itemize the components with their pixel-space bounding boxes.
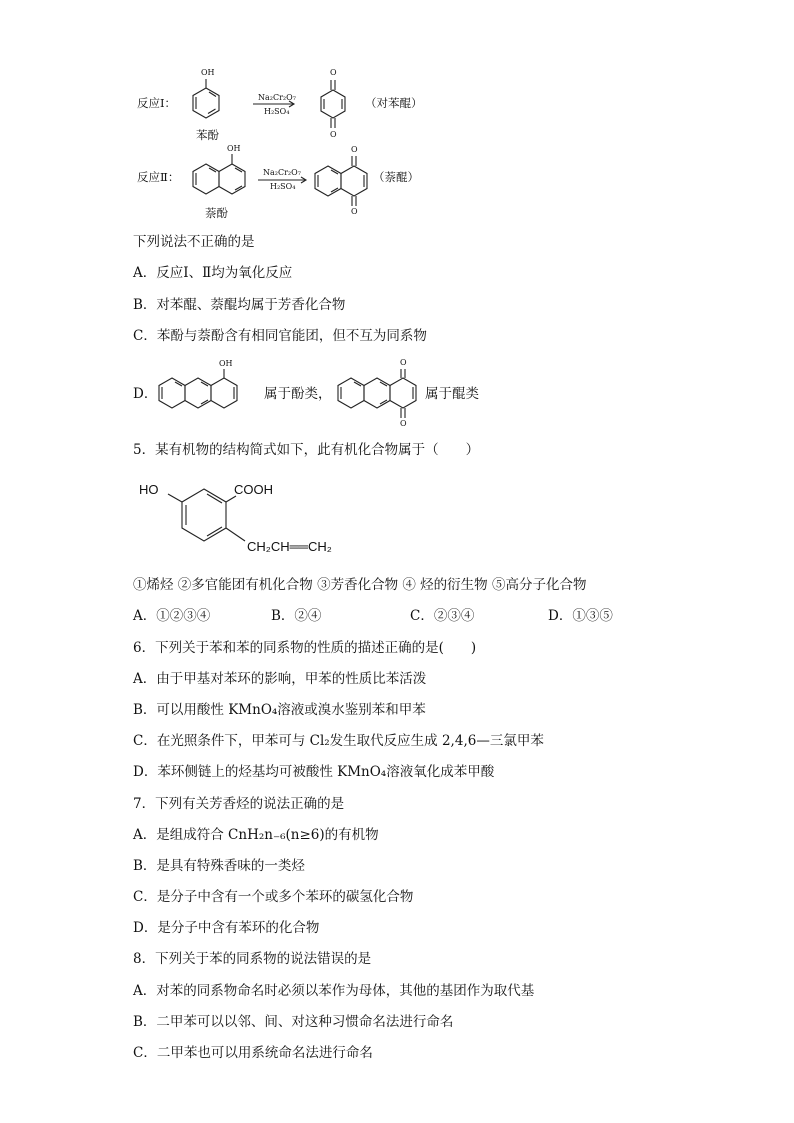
- q4-option-d-prefix: D．: [133, 386, 158, 402]
- q5-option-d: D．①③⑤: [548, 608, 613, 624]
- quinone-o-top: O: [330, 68, 337, 77]
- benzoquinone-name: （对苯醌）: [365, 96, 423, 110]
- naphthol-oh-label: OH: [227, 144, 241, 153]
- q7-option-c: C．是分子中含有一个或多个苯环的碳氢化合物: [133, 889, 414, 905]
- quinone-o-bottom: O: [330, 130, 337, 139]
- naphthoquinone-o-top: O: [351, 145, 358, 154]
- q5-option-a: A．①②③④: [133, 608, 211, 624]
- q5-option-c: C．②③④: [410, 608, 475, 624]
- q7-stem: 7．下列有关芳香烃的说法正确的是: [133, 796, 345, 812]
- naphthol-name: 萘酚: [205, 206, 228, 220]
- anthraquinone-o-bottom: O: [400, 419, 407, 428]
- q6-option-d: D．苯环侧链上的烃基均可被酸性 KMnO₄溶液氧化成苯甲酸: [133, 764, 495, 780]
- q4-option-b: B．对苯醌、萘醌均属于芳香化合物: [133, 297, 346, 313]
- q5-ho-label: HO: [139, 482, 159, 497]
- naphthoquinone-name: （萘醌）: [373, 170, 419, 184]
- q7-option-a: A．是组成符合 CnH₂n₋₆(n≥6)的有机物: [133, 827, 379, 843]
- q8-option-a: A．对苯的同系物命名时必须以苯作为母体，其他的基团作为取代基: [133, 983, 535, 999]
- reagent-bottom-1: H₂SO₄: [264, 107, 290, 116]
- reagent-bottom-2: H₂SO₄: [270, 182, 296, 191]
- reagent-top-2: Na₂Cr₂O₇: [263, 168, 301, 177]
- q5-stem: 5．某有机物的结构简式如下，此有机化合物属于（ ）: [133, 442, 480, 458]
- q5-items: ①烯烃 ②多官能团有机化合物 ③芳香化合物 ④ 烃的衍生物 ⑤高分子化合物: [133, 577, 587, 593]
- q7-option-d: D．是分子中含有苯环的化合物: [133, 920, 320, 936]
- q6-stem: 6．下列关于苯和苯的同系物的性质的描述正确的是( ): [133, 640, 477, 656]
- q8-option-b: B．二甲苯可以以邻、间、对这种习惯命名法进行命名: [133, 1014, 454, 1030]
- naphthoquinone-o-bottom: O: [351, 207, 358, 216]
- reagent-top-1: Na₂Cr₂O₇: [258, 93, 296, 102]
- phenol-name: 苯酚: [196, 128, 219, 142]
- q4-stem: 下列说法不正确的是: [133, 234, 255, 250]
- q4-option-d-suffix: 属于醌类: [425, 386, 479, 402]
- anthrol-oh-label: OH: [219, 359, 233, 368]
- q5-cooh-label: COOH: [234, 482, 273, 497]
- anthraquinone-o-top: O: [400, 358, 407, 367]
- reaction2-label: 反应Ⅱ：: [137, 170, 180, 184]
- q4-option-d-mid: 属于酚类，: [264, 386, 332, 402]
- q4-option-c: C．苯酚与萘酚含有相同官能团，但不互为同系物: [133, 328, 427, 344]
- phenol-oh-label: OH: [201, 68, 215, 77]
- q8-option-c: C．二甲苯也可以用系统命名法进行命名: [133, 1045, 373, 1061]
- q5-chain-label: CH₂CH══CH₂: [247, 539, 332, 554]
- q4-option-a: A．反应Ⅰ、Ⅱ均为氧化反应: [133, 265, 293, 281]
- q6-option-a: A．由于甲基对苯环的影响，甲苯的性质比苯活泼: [133, 671, 427, 687]
- q6-option-c: C．在光照条件下，甲苯可与 Cl₂发生取代反应生成 2,4,6—三氯甲苯: [133, 733, 544, 749]
- q7-option-b: B．是具有特殊香味的一类烃: [133, 858, 305, 874]
- q5-option-b: B．②④: [271, 608, 322, 624]
- q8-stem: 8．下列关于苯的同系物的说法错误的是: [133, 951, 372, 967]
- reaction1-label: 反应Ⅰ：: [137, 96, 177, 110]
- q6-option-b: B．可以用酸性 KMnO₄溶液或溴水鉴别苯和甲苯: [133, 702, 426, 718]
